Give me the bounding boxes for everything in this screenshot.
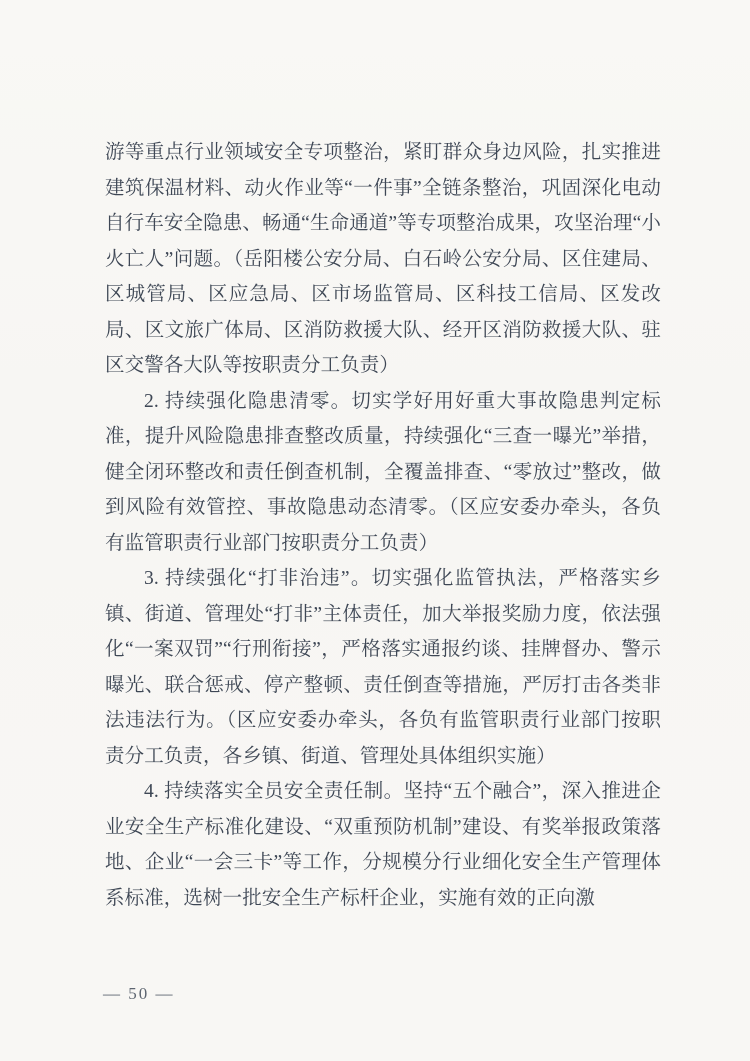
paragraph-item-2: 2. 持续强化隐患清零。切实学好用好重大事故隐患判定标准，提升风险隐患排查整改质量，持续强化“三查一曝光”举措，健全闭环整改和责任倒查机制，全覆盖排查、“零放过”整改，做到风险有效管控、事故隐患动态清零。（区应安委办牵头，各负有监管职责行业部门按职责分工负责） (105, 390, 661, 554)
paragraph-item-4: 4. 持续落实全员安全责任制。坚持“五个融合”，深入推进企业安全生产标准化建设、“双重预防机制”建设、有奖举报政策落地、企业“一会三卡”等工作，分规模分行业细化安全生产管理体系标准，选树一批安全生产标杆企业，实施有效的正向激 (105, 781, 661, 909)
paragraph-item-3: 3. 持续强化“打非治违”。切实强化监管执法，严格落实乡镇、街道、管理处“打非”主体责任，加大举报奖励力度，依法强化“一案双罚”“行刑衔接”，严格落实通报约谈、挂牌督办、警示曝光、联合惩戒、停产整顿、责任倒查等措施，严厉打击各类非法违法行为。（区应安委办牵头，各负有监管职责行业部门按职责分工负责，各乡镇、街道、管理处具体组织实施） (105, 568, 661, 767)
page-number: — 50 — (103, 984, 175, 1003)
body-text (105, 135, 661, 916)
paragraph-continuation: 游等重点行业领域安全专项整治，紧盯群众身边风险，扎实推进建筑保温材料、动火作业等“一件事”全链条整治，巩固深化电动自行车安全隐患、畅通“生命通道”等专项整治成果，攻坚治理“小火亡人”问题。（岳阳楼公安分局、白石岭公安分局、区住建局、区城管局、区应急局、区市场监管局、区科技工信局、区发改局、区文旅广体局、区消防救援大队、经开区消防救援大队、驻区交警各大队等按职责分工负责） (105, 142, 661, 376)
page-footer (103, 984, 175, 1004)
